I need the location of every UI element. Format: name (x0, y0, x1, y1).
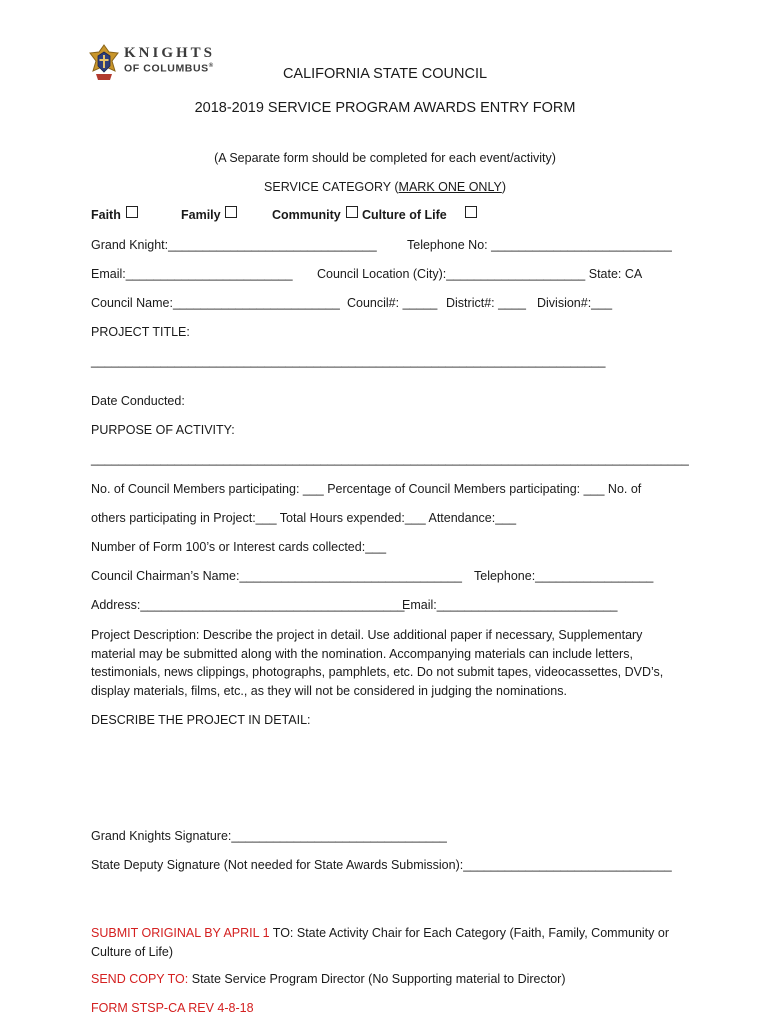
separate-form-note: (A Separate form should be completed for each event/activity) (214, 151, 556, 165)
purpose-line[interactable]: ______________________________________________________________________________________ (91, 452, 689, 466)
form-100-line[interactable]: Number of Form 100’s or Interest cards collected:___ (91, 540, 387, 554)
logo-of-columbus-text: OF COLUMBUS® (124, 62, 214, 75)
council-location-field[interactable]: Council Location (City):____________________ State: CA (317, 267, 643, 281)
culture-of-life-checkbox[interactable] (465, 206, 477, 218)
logo-knights-text: KNIGHTS (124, 45, 216, 61)
council-chairman-name-field[interactable]: Council Chairman’s Name:________________________________ (91, 569, 462, 583)
category-faith-label: Faith (91, 208, 121, 222)
project-title-line[interactable]: __________________________________________________________________________ (91, 354, 606, 368)
category-community-label: Community (272, 208, 341, 222)
project-title-label: PROJECT TITLE: (91, 325, 190, 339)
category-culture-of-life-label: Culture of Life (362, 208, 447, 222)
project-description-text: Project Description: Describe the project in detail. Use additional paper if necessary, Supplementary material may be submitted along with the nomination. Accompanying materials can include letters, testimonials, news clippings, photographs, pamphlets, etc. Do not submit tapes, videocassettes, DVD’s, display materials, films, etc., as they will not be considered in judging the nominations. (91, 628, 664, 698)
email-field[interactable]: Email:________________________ (91, 267, 293, 281)
community-checkbox[interactable] (346, 206, 358, 218)
project-detail-area[interactable] (91, 734, 671, 818)
describe-project-label: DESCRIBE THE PROJECT IN DETAIL: (91, 713, 311, 727)
members-participating-line[interactable]: No. of Council Members participating: ___ Percentage of Council Members participating: ___ No. of (91, 482, 642, 496)
address-field[interactable]: Address:______________________________________ (91, 598, 405, 612)
district-number-field[interactable]: District#: ____ (446, 296, 526, 310)
council-heading: CALIFORNIA STATE COUNCIL (282, 66, 488, 82)
chairman-email-field[interactable]: Email:__________________________ (402, 598, 618, 612)
others-participating-line[interactable]: others participating in Project:___ Total Hours expended:___ Attendance:___ (91, 511, 517, 525)
date-conducted-field[interactable]: Date Conducted: (91, 394, 185, 408)
form-code: FORM STSP-CA REV 4-8-18 (91, 1001, 254, 1015)
grand-knight-field[interactable]: Grand Knight:______________________________ (91, 238, 377, 252)
division-number-field[interactable]: Division#:___ (537, 296, 613, 310)
purpose-label: PURPOSE OF ACTIVITY: (91, 423, 235, 437)
category-family-label: Family (181, 208, 221, 222)
telephone-field[interactable]: Telephone No: __________________________ (407, 238, 672, 252)
send-copy-label: SEND COPY TO: (91, 972, 189, 986)
submit-deadline: SUBMIT ORIGINAL BY APRIL 1 (91, 926, 270, 940)
chairman-telephone-field[interactable]: Telephone:_________________ (474, 569, 654, 583)
council-number-field[interactable]: Council#: _____ (347, 296, 438, 310)
mark-one-only: MARK ONE ONLY (398, 180, 502, 194)
family-checkbox[interactable] (225, 206, 237, 218)
send-copy-instructions: SEND COPY TO: State Service Program Director (No Supporting material to Director) (91, 972, 566, 986)
faith-checkbox[interactable] (126, 206, 138, 218)
state-deputy-signature-field[interactable]: State Deputy Signature (Not needed for State Awards Submission):______________________________ (91, 858, 672, 872)
service-category-heading: SERVICE CATEGORY (MARK ONE ONLY) (264, 180, 506, 194)
submit-instructions: SUBMIT ORIGINAL BY APRIL 1 TO: State Activity Chair for Each Category (Faith, Family, Community or Culture of Life) (91, 926, 669, 959)
form-title: 2018-2019 SERVICE PROGRAM AWARDS ENTRY FORM (194, 100, 576, 116)
council-name-field[interactable]: Council Name:________________________ (91, 296, 340, 310)
grand-knight-signature-field[interactable]: Grand Knights Signature:_______________________________ (91, 829, 447, 843)
